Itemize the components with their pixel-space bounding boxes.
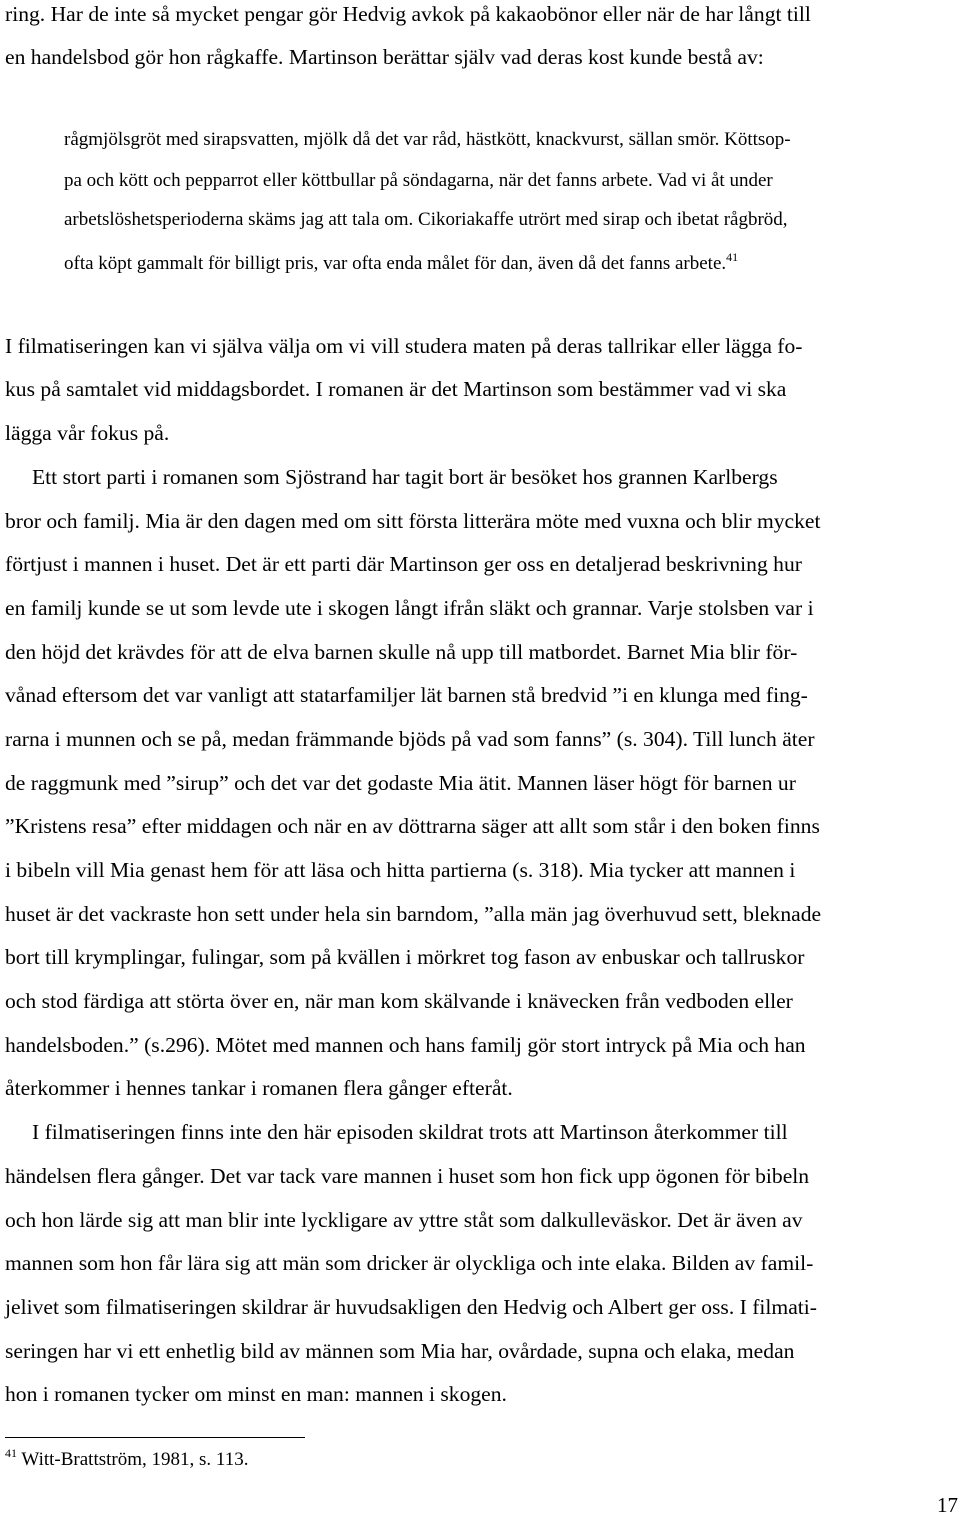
- footnote: [5, 1446, 248, 1471]
- text-line: lägga vår fokus på.: [5, 421, 170, 445]
- text-line: ring. Har de inte så mycket pengar gör Hedvig avkok på kakaobönor eller när de har långt till: [5, 2, 811, 26]
- text-line: bort till krymplingar, fulingar, som på kvällen i mörkret tog fason av enbuskar och tallruskor: [5, 945, 805, 969]
- text-line: handelsboden.” (s.296). Mötet med mannen och hans familj gör stort intryck på Mia och han: [5, 1033, 806, 1057]
- paragraph-start: I filmatiseringen finns inte den här episoden skildrat trots att Martinson återkommer till: [5, 1120, 788, 1144]
- text-line: huset är det vackraste hon sett under hela sin barndom, ”alla män jag överhuvud sett, bleknade: [5, 902, 822, 926]
- text-line: en familj kunde se ut som levde ute i skogen långt ifrån släkt och grannar. Varje stolsben var i: [5, 596, 814, 620]
- paragraph-start: Ett stort parti i romanen som Sjöstrand har tagit bort är besöket hos grannen Karlbergs: [5, 465, 778, 489]
- footnote-text: Witt-Brattström, 1981, s. 113.: [17, 1449, 249, 1470]
- text-line: I filmatiseringen kan vi själva välja om vi vill studera maten på deras tallrikar eller lägga fo-: [5, 334, 803, 358]
- footnote-reference: 41: [726, 250, 739, 264]
- text-line: och stod färdiga att störta över en, när man kom skälvande i knävecken från vedboden eller: [5, 989, 793, 1013]
- quote-text: ofta köpt gammalt för billigt pris, var ofta enda målet för dan, även då det fanns arbete.: [64, 253, 727, 274]
- footnote-number: 41: [5, 1446, 17, 1460]
- text-line: bror och familj. Mia är den dagen med om sitt första litterära möte med vuxna och blir mycket: [5, 509, 821, 533]
- text-line: händelsen flera gånger. Det var tack vare mannen i huset som hon fick upp ögonen för bibeln: [5, 1164, 810, 1188]
- text-line: i bibeln vill Mia genast hem för att läsa och hitta partierna (s. 318). Mia tycker att mannen i: [5, 858, 796, 882]
- text-line: återkommer i hennes tankar i romanen flera gånger efteråt.: [5, 1076, 513, 1100]
- quote-line: pa och kött och pepparrot eller köttbullar på söndagarna, när det fanns arbete. Vad vi åt under: [64, 170, 773, 191]
- quote-line-last: [64, 251, 738, 273]
- text-line: förtjust i mannen i huset. Det är ett parti där Martinson ger oss en detaljerad beskrivning hur: [5, 552, 802, 576]
- quote-line: arbetslöshetsperioderna skäms jag att tala om. Cikoriakaffe utrört med sirap och ibetat rågbröd,: [64, 209, 788, 230]
- quote-line: rågmjölsgröt med sirapsvatten, mjölk då det var råd, hästkött, knackvurst, sällan smör. Köttsop-: [64, 129, 791, 150]
- text-line: den höjd det krävdes för att de elva barnen skulle nå upp till matbordet. Barnet Mia blir för-: [5, 640, 798, 664]
- text-line: hon i romanen tycker om minst en man: mannen i skogen.: [5, 1382, 507, 1406]
- text-line: ”Kristens resa” efter middagen och när en av döttrarna säger att allt som står i den boken finns: [5, 814, 820, 838]
- text-line: rarna i munnen och se på, medan främmande bjöds på vad som fanns” (s. 304). Till lunch äter: [5, 727, 815, 751]
- text-line: och hon lärde sig att man blir inte lyckligare av yttre ståt som dalkulleväskor. Det är även av: [5, 1208, 803, 1232]
- text-line: en handelsbod gör hon rågkaffe. Martinson berättar själv vad deras kost kunde bestå av:: [5, 45, 764, 69]
- text-line: de raggmunk med ”sirup” och det var det godaste Mia ätit. Mannen läser högt för barnen ur: [5, 771, 796, 795]
- text-line: seringen har vi ett enhetlig bild av männen som Mia har, ovårdade, supna och elaka, medan: [5, 1339, 795, 1363]
- footnote-separator: [5, 1437, 305, 1438]
- text-line: kus på samtalet vid middagsbordet. I romanen är det Martinson som bestämmer vad vi ska: [5, 377, 787, 401]
- page-number: 17: [937, 1493, 958, 1517]
- text-line: vånad eftersom det var vanligt att statarfamiljer lät barnen stå bredvid ”i en klunga med fing-: [5, 683, 808, 707]
- text-line: jelivet som filmatiseringen skildrar är huvudsakligen den Hedvig och Albert ger oss. I filmati-: [5, 1295, 817, 1319]
- text-line: mannen som hon får lära sig att män som dricker är olyckliga och inte elaka. Bilden av famil-: [5, 1251, 814, 1275]
